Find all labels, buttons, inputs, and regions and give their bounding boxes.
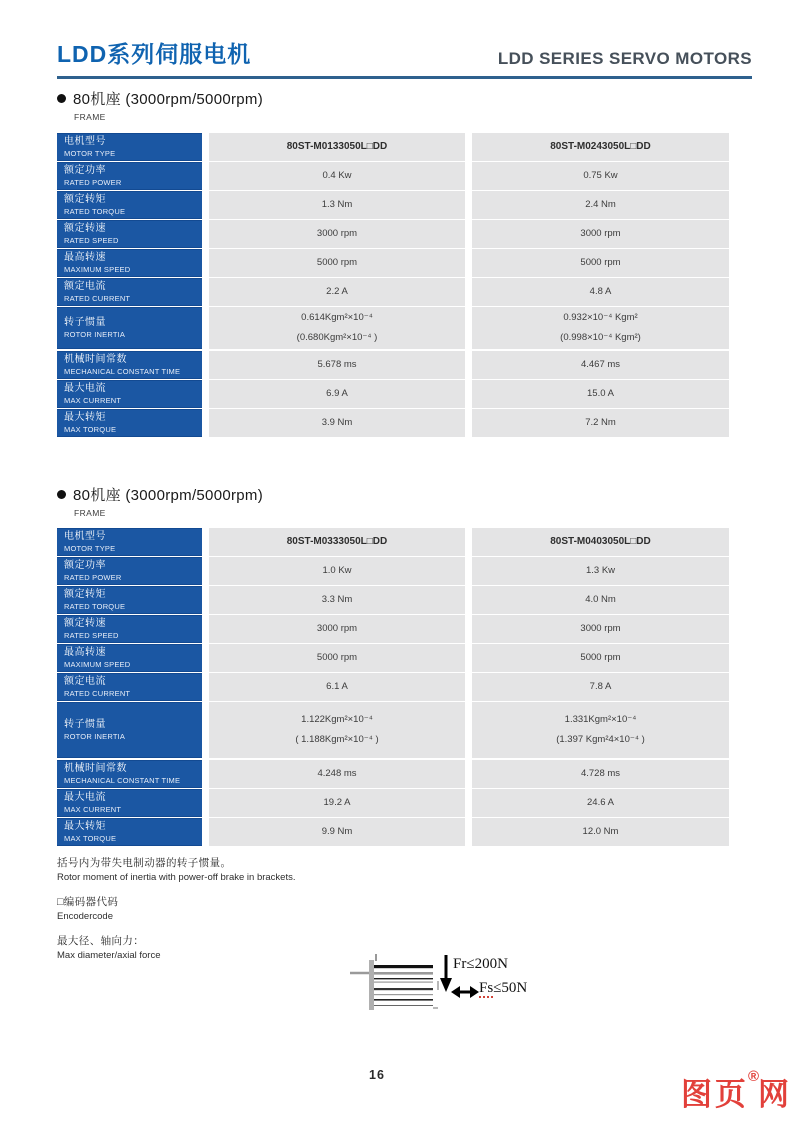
value-cell bbox=[209, 557, 465, 585]
row-header bbox=[57, 162, 202, 190]
cell-value: 5000 rpm bbox=[580, 651, 621, 663]
label-en: ROTOR INERTIA bbox=[64, 329, 126, 339]
label-en: RATED POWER bbox=[64, 177, 122, 187]
label-zh: 额定转速 bbox=[64, 223, 106, 234]
label-zh: 额定转速 bbox=[64, 618, 106, 629]
cell-value: 80ST-M0403050L□DD bbox=[550, 536, 651, 548]
label-zh: 额定功率 bbox=[64, 560, 106, 571]
table-row bbox=[57, 586, 729, 613]
value-cell bbox=[209, 162, 465, 190]
row-header bbox=[57, 615, 202, 643]
value-cell bbox=[209, 760, 465, 788]
cell-value: 7.2 Nm bbox=[585, 416, 616, 428]
value-cell bbox=[209, 702, 465, 758]
label-en: MAX CURRENT bbox=[64, 395, 122, 405]
value-cell bbox=[472, 380, 729, 408]
value-cell bbox=[472, 673, 729, 701]
label-en: MAX TORQUE bbox=[64, 424, 117, 434]
label-zh: 最高转速 bbox=[64, 252, 106, 263]
value-cell bbox=[472, 615, 729, 643]
value-cell bbox=[472, 760, 729, 788]
value-cell bbox=[472, 307, 729, 349]
value-cell bbox=[472, 557, 729, 585]
label-zh: 机械时间常数 bbox=[64, 354, 127, 365]
row-header bbox=[57, 557, 202, 585]
cell-value: 4.248 ms bbox=[317, 767, 357, 779]
label-en: ROTOR INERTIA bbox=[64, 731, 126, 741]
label-zh: 最高转速 bbox=[64, 647, 106, 658]
page-title-english: LDD SERIES SERVO MOTORS bbox=[497, 49, 752, 68]
table-row bbox=[57, 162, 729, 189]
table-row bbox=[57, 409, 729, 436]
registered-trademark-icon: ® bbox=[747, 1067, 759, 1085]
radial-force-arrow-icon bbox=[440, 955, 452, 992]
label-en: RATED POWER bbox=[64, 572, 122, 582]
table-row bbox=[57, 615, 729, 642]
label-zh: 额定转矩 bbox=[64, 194, 106, 205]
table-row bbox=[57, 818, 729, 845]
label-zh: 转子惯量 bbox=[64, 719, 106, 731]
label-zh: 最大电流 bbox=[64, 792, 106, 803]
label-en: MAX CURRENT bbox=[64, 804, 122, 814]
page-title-chinese: LDD系列伺服电机 bbox=[57, 41, 252, 67]
label-en: MAXIMUM SPEED bbox=[64, 659, 131, 669]
row-header bbox=[57, 191, 202, 219]
cell-value: 3000 rpm bbox=[316, 227, 358, 239]
note-zh: 最大径、轴向力： bbox=[57, 935, 145, 947]
note-zh: □编码器代码 bbox=[57, 896, 119, 908]
value-cell bbox=[472, 220, 729, 248]
label-en: RATED SPEED bbox=[64, 630, 119, 640]
note-en: Max diameter/axial force bbox=[57, 950, 161, 961]
value-cell bbox=[209, 351, 465, 379]
note-en: Rotor moment of inertia with power-off brake in brackets. bbox=[57, 872, 296, 883]
cell-value: 24.6 A bbox=[587, 796, 614, 808]
label-en: RATED TORQUE bbox=[64, 206, 126, 216]
axial-force-symbol: Fs bbox=[479, 980, 494, 996]
row-header bbox=[57, 380, 202, 408]
row-header bbox=[57, 278, 202, 306]
cell-value: 2.2 A bbox=[326, 285, 348, 297]
axial-force-arrow-icon bbox=[451, 986, 479, 998]
table-row bbox=[57, 278, 729, 305]
section-heading-2 bbox=[57, 484, 263, 518]
value-cell bbox=[209, 133, 465, 161]
cell-value: 1.122Kgm²×10⁻⁴ bbox=[301, 714, 373, 726]
table-row bbox=[57, 191, 729, 218]
cell-value: 5000 rpm bbox=[580, 256, 621, 268]
label-en: RATED CURRENT bbox=[64, 688, 131, 698]
label-zh: 电机型号 bbox=[64, 531, 106, 542]
label-en: RATED SPEED bbox=[64, 235, 119, 245]
cell-value: 6.1 A bbox=[326, 680, 348, 692]
cell-value: 3.9 Nm bbox=[321, 416, 353, 428]
label-zh: 最大转矩 bbox=[64, 821, 106, 832]
row-header bbox=[57, 249, 202, 277]
value-cell bbox=[472, 586, 729, 614]
cell-value: 80ST-M0333050L□DD bbox=[286, 536, 388, 548]
table-row bbox=[57, 789, 729, 816]
section-subtitle: FRAME bbox=[74, 112, 106, 122]
axial-force-value: ≤50N bbox=[493, 980, 528, 996]
label-zh: 最大电流 bbox=[64, 383, 106, 394]
value-cell bbox=[209, 278, 465, 306]
spec-table-2 bbox=[57, 528, 729, 845]
row-header bbox=[57, 818, 202, 846]
axial-force-label bbox=[479, 980, 527, 997]
watermark-text-right: 网 bbox=[758, 1077, 792, 1112]
value-cell bbox=[472, 818, 729, 846]
cell-value: 3000 rpm bbox=[580, 622, 621, 634]
note-axial-force bbox=[57, 933, 295, 961]
label-zh: 电机型号 bbox=[64, 136, 106, 147]
cell-value: 1.0 Kw bbox=[322, 564, 352, 576]
row-header bbox=[57, 351, 202, 379]
note-brackets bbox=[57, 855, 295, 883]
value-cell bbox=[209, 307, 465, 349]
cell-value: (1.397 Kgm²4×10⁻⁴ ) bbox=[556, 733, 645, 745]
label-en: MECHANICAL CONSTANT TIME bbox=[64, 775, 181, 785]
label-en: MOTOR TYPE bbox=[64, 543, 116, 553]
value-cell bbox=[472, 133, 729, 161]
label-en: RATED TORQUE bbox=[64, 601, 126, 611]
cell-value: 0.4 Kw bbox=[322, 169, 352, 181]
value-cell bbox=[209, 528, 465, 556]
cell-value: 1.3 Kw bbox=[585, 564, 616, 576]
cell-value: 0.614Kgm²×10⁻⁴ bbox=[301, 312, 373, 324]
section-heading-1 bbox=[57, 88, 263, 122]
cell-value: ( 1.188Kgm²×10⁻⁴ ) bbox=[295, 733, 379, 745]
table-row bbox=[57, 351, 729, 378]
cell-value: 5000 rpm bbox=[316, 651, 358, 663]
cell-value: 4.467 ms bbox=[580, 358, 621, 370]
table-row bbox=[57, 133, 729, 160]
value-cell bbox=[209, 191, 465, 219]
cell-value: 80ST-M0133050L□DD bbox=[286, 141, 388, 153]
section-title: 80机座 (3000rpm/5000rpm) bbox=[73, 91, 264, 108]
label-zh: 额定转矩 bbox=[64, 589, 106, 600]
row-header bbox=[57, 307, 202, 349]
value-cell bbox=[209, 615, 465, 643]
table-row bbox=[57, 220, 729, 247]
page-header bbox=[57, 36, 752, 79]
row-header bbox=[57, 220, 202, 248]
value-cell bbox=[472, 249, 729, 277]
watermark-logo bbox=[680, 1067, 792, 1113]
label-zh: 额定电流 bbox=[64, 676, 106, 687]
cell-value: 4.0 Nm bbox=[585, 593, 616, 605]
table-row bbox=[57, 249, 729, 276]
label-zh: 最大转矩 bbox=[64, 412, 106, 423]
value-cell bbox=[209, 249, 465, 277]
spec-table-1 bbox=[57, 133, 729, 436]
row-header bbox=[57, 702, 202, 758]
row-header bbox=[57, 409, 202, 437]
page-number: 16 bbox=[369, 1068, 385, 1082]
section-title: 80机座 (3000rpm/5000rpm) bbox=[73, 487, 264, 504]
cell-value: 7.8 A bbox=[589, 680, 612, 692]
note-zh: 括号内为带失电制动器的转子惯量。 bbox=[57, 857, 232, 869]
label-zh: 额定电流 bbox=[64, 281, 106, 292]
cell-value: 9.9 Nm bbox=[321, 825, 353, 837]
cell-value: 1.3 Nm bbox=[321, 198, 353, 210]
cell-value: 0.75 Kw bbox=[583, 169, 618, 181]
value-cell bbox=[209, 789, 465, 817]
row-header bbox=[57, 586, 202, 614]
value-cell bbox=[472, 351, 729, 379]
cell-value: 3000 rpm bbox=[580, 227, 621, 239]
table-row bbox=[57, 528, 729, 555]
label-zh: 机械时间常数 bbox=[64, 763, 127, 774]
cell-value: 12.0 Nm bbox=[582, 825, 619, 837]
value-cell bbox=[472, 789, 729, 817]
row-header bbox=[57, 528, 202, 556]
table-row bbox=[57, 307, 729, 349]
bullet-icon bbox=[57, 94, 66, 103]
label-zh: 转子惯量 bbox=[64, 317, 106, 329]
label-en: RATED CURRENT bbox=[64, 293, 131, 303]
label-zh: 额定功率 bbox=[64, 165, 106, 176]
cell-value: 0.932×10⁻⁴ Kgm² bbox=[563, 312, 638, 324]
value-cell bbox=[209, 644, 465, 672]
value-cell bbox=[209, 409, 465, 437]
label-en: MOTOR TYPE bbox=[64, 148, 116, 158]
note-encoder-code bbox=[57, 894, 295, 922]
label-en: MAX TORQUE bbox=[64, 833, 117, 843]
cell-value: 6.9 A bbox=[326, 387, 348, 399]
cell-value: 80ST-M0243050L□DD bbox=[550, 141, 651, 153]
note-en: Encodercode bbox=[57, 911, 113, 922]
cell-value: 2.4 Nm bbox=[585, 198, 616, 210]
table-row bbox=[57, 702, 729, 758]
row-header bbox=[57, 789, 202, 817]
table-row bbox=[57, 760, 729, 787]
table-row bbox=[57, 673, 729, 700]
label-en: MECHANICAL CONSTANT TIME bbox=[64, 366, 181, 376]
cell-value: (0.680Kgm²×10⁻⁴ ) bbox=[296, 331, 378, 343]
row-header bbox=[57, 133, 202, 161]
value-cell bbox=[472, 191, 729, 219]
value-cell bbox=[209, 220, 465, 248]
value-cell bbox=[472, 162, 729, 190]
value-cell bbox=[472, 644, 729, 672]
table-row bbox=[57, 557, 729, 584]
cell-value: 3.3 Nm bbox=[321, 593, 353, 605]
cell-value: 19.2 A bbox=[323, 796, 351, 808]
cell-value: 4.8 A bbox=[589, 285, 612, 297]
watermark-text-left: 图页 bbox=[680, 1077, 749, 1112]
cell-value: 5.678 ms bbox=[317, 358, 357, 370]
value-cell bbox=[472, 278, 729, 306]
cell-value: (0.998×10⁻⁴ Kgm²) bbox=[560, 331, 641, 343]
row-header bbox=[57, 760, 202, 788]
value-cell bbox=[209, 818, 465, 846]
cell-value: 15.0 A bbox=[587, 387, 614, 399]
cell-value: 1.331Kgm²×10⁻⁴ bbox=[564, 714, 637, 726]
table-row bbox=[57, 380, 729, 407]
section-subtitle: FRAME bbox=[74, 508, 106, 518]
cell-value: 3000 rpm bbox=[316, 622, 358, 634]
value-cell bbox=[209, 380, 465, 408]
row-header bbox=[57, 673, 202, 701]
cell-value: 4.728 ms bbox=[580, 767, 621, 779]
value-cell bbox=[472, 409, 729, 437]
row-header bbox=[57, 644, 202, 672]
table-row bbox=[57, 644, 729, 671]
value-cell bbox=[209, 673, 465, 701]
label-en: MAXIMUM SPEED bbox=[64, 264, 131, 274]
value-cell bbox=[472, 528, 729, 556]
footnotes bbox=[57, 855, 295, 972]
cell-value: 5000 rpm bbox=[316, 256, 358, 268]
bullet-icon bbox=[57, 490, 66, 499]
radial-force-label: Fr≤200N bbox=[453, 956, 508, 972]
value-cell bbox=[472, 702, 729, 758]
value-cell bbox=[209, 586, 465, 614]
